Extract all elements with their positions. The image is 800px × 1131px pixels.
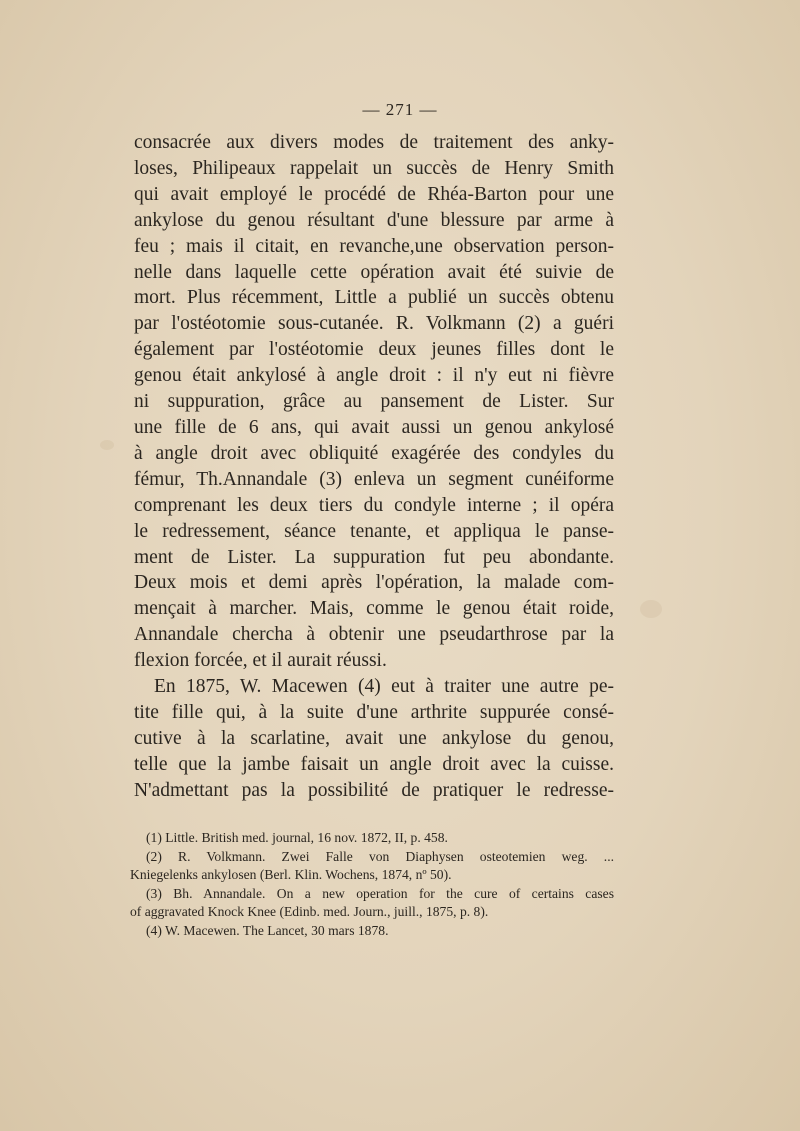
text-line: Annandale chercha à obtenir une pseudarthrose par la — [134, 624, 614, 646]
text-line: ankylose du genou résultant d'une blessure par arme à — [134, 209, 614, 231]
text-line: ni suppuration, grâce au pansement de Lister. Sur — [134, 391, 614, 413]
text-line: En 1875, W. Macewen (4) eut à traiter une autre pe- — [154, 676, 614, 698]
footnote-continuation: of aggravated Knock Knee (Edinb. med. Journ., juill., 1875, p. 8). — [130, 904, 489, 919]
text-line: N'admettant pas la possibilité de pratiquer le redresse- — [134, 779, 614, 801]
text-line: consacrée aux divers modes de traitement des anky- — [134, 132, 614, 153]
text-line: comprenant les deux tiers du condyle interne ; il opéra — [134, 494, 614, 516]
text-line: Deux mois et demi après l'opération, la malade com- — [134, 572, 614, 594]
text-line: loses, Philipeaux rappelait un succès de Henry Smith — [134, 157, 614, 179]
text-line: à angle droit avec obliquité exagérée des condyles du — [134, 442, 614, 464]
text-line: le redressement, séance tenante, et appliqua le panse- — [134, 520, 614, 542]
page-number: — 271 — — [362, 100, 438, 119]
text-line: genou était ankylosé à angle droit : il n'y eut ni fièvre — [134, 365, 614, 387]
text-line: mençait à marcher. Mais, comme le genou était roide, — [134, 598, 614, 620]
text-line: flexion forcée, et il aurait réussi. — [134, 650, 387, 672]
text-line: nelle dans laquelle cette opération avait été suivie de — [134, 261, 614, 283]
footnotes — [130, 829, 614, 940]
footnote: (1) Little. British med. journal, 16 nov. 1872, II, p. 458. — [146, 830, 448, 845]
text-line: tite fille qui, à la suite d'une arthrite suppurée consé- — [134, 701, 614, 723]
footnote: (2) R. Volkmann. Zwei Falle von Diaphysen osteotemien weg. ... — [146, 848, 614, 864]
text-line: fémur, Th.Annandale (3) enleva un segment cunéiforme — [134, 468, 614, 490]
text-line: ment de Lister. La suppuration fut peu abondante. — [134, 546, 614, 568]
body-text — [134, 130, 614, 804]
footnote-continuation: Kniegelenks ankylosen (Berl. Klin. Wochens, 1874, nº 50). — [130, 867, 452, 882]
paper-stain — [100, 440, 114, 450]
text-line: par l'ostéotomie sous-cutanée. R. Volkmann (2) a guéri — [134, 313, 614, 335]
text-line: telle que la jambe faisait un angle droit avec la cuisse. — [134, 753, 614, 775]
text-line: feu ; mais il citait, en revanche,une observation person- — [134, 235, 614, 257]
text-line: cutive à la scarlatine, avait une ankylose du genou, — [134, 727, 614, 749]
text-line: également par l'ostéotomie deux jeunes filles dont le — [134, 339, 614, 361]
text-line: mort. Plus récemment, Little a publié un succès obtenu — [134, 287, 614, 309]
text-line: une fille de 6 ans, qui avait aussi un genou ankylosé — [134, 416, 614, 438]
footnote: (3) Bh. Annandale. On a new operation for the cure of certains cases — [146, 885, 614, 901]
paper-stain — [640, 600, 662, 618]
text-line: qui avait employé le procédé de Rhéa-Barton pour une — [134, 183, 614, 205]
footnote: (4) W. Macewen. The Lancet, 30 mars 1878. — [146, 922, 389, 938]
